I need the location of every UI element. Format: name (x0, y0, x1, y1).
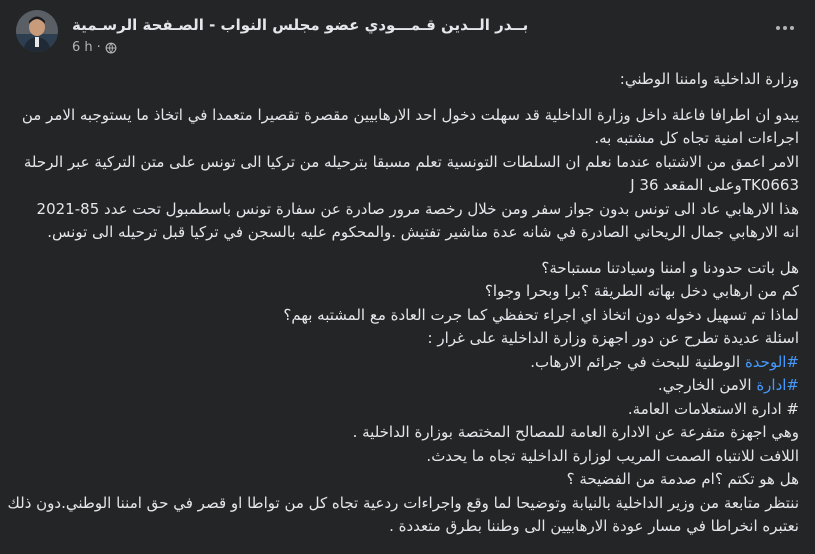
avatar[interactable] (16, 10, 58, 52)
hashtag-text: الامن الخارجي. (657, 376, 757, 394)
hashtag-link[interactable]: #الوحدة (744, 352, 799, 371)
text-line: اللافت للانتباه الصمت المريب لوزارة الداخلية تجاه ما يحدث. (426, 446, 799, 465)
text-line: نعتبره انخراطا في مسار عودة الارهابيين الى وطننا بطرق متعددة . (389, 517, 799, 535)
paragraph-gap (14, 245, 799, 257)
post-title: وزارة الداخلية وامننا الوطني: (619, 70, 799, 88)
text-line: # ادارة الاستعلامات العامة. (627, 399, 799, 418)
post-body (7, 68, 799, 539)
text-line: يبدو ان اطرافا فاعلة داخل وزارة الداخلية قد سهلت دخول احد الارهابيين مقصرة تقصيرا متعمدا في اتخاذ ما يستوجبه الامر من (21, 105, 799, 124)
hashtag-line (14, 374, 799, 398)
text-line: الامر اعمق من الاشتباه عندما نعلم ان السلطات التونسية تعلم مسبقا بترحيله من تركيا الى تونس على متن التركية عبر الرحلة (23, 152, 799, 171)
globe-icon[interactable] (105, 42, 117, 54)
post-header (16, 10, 799, 62)
text-line: هل هو تكتم ؟ام صدمة من الفضيحة ؟ (566, 470, 799, 488)
text-line: انه الارهابي جمال الريحاني الصادرة في شانه عدة مناشير تفتيش .والمحكوم عليه بالسجن في تركيا قبل ترحيله الى تونس. (47, 223, 799, 241)
text-line: وهي اجهزة متفرعة عن الادارة العامة للمصالح المختصة بوزارة الداخلية . (352, 423, 799, 441)
hashtag-line (14, 351, 799, 375)
hashtag-text: الوطنية للبحث في جرائم الارهاب. (530, 352, 745, 371)
post-time[interactable]: 6 h (72, 40, 93, 55)
text-line: TK0663وعلى المقعد 36 J (630, 176, 799, 194)
hashtag-link[interactable]: #ادارة (756, 376, 799, 394)
text-line: هذا الارهابي عاد الى تونس بدون جواز سفر ومن خلال رخصة مرور صادرة عن سفارة تونس باسطمبول تحت عدد 85-2021 (36, 199, 799, 218)
more-options-icon (775, 25, 795, 31)
meta-separator: · (96, 40, 101, 55)
question-line: لماذا تم تسهيل دخوله دون اتخاذ اي اجراء تحفظي كما جرت العادة مع المشتبه بهم؟ (283, 305, 799, 324)
post-meta (72, 40, 117, 55)
avatar-image (16, 10, 58, 52)
paragraph-gap (14, 92, 799, 104)
question-line: كم من ارهابي دخل بهاته الطريقة ؟برا وبحرا وجوا؟ (484, 282, 799, 300)
post-author[interactable]: بــدر الــدين قـمـــودي عضو مجلس النواب - الصـفحة الرسـمية (72, 16, 529, 34)
text-line: اسئلة عديدة تطرح عن دور اجهزة وزارة الداخلية على غرار : (427, 329, 799, 347)
question-line: هل باتت حدودنا و امننا وسيادتنا مستباحة؟ (541, 258, 799, 277)
text-line: اجراءات امنية تجاه كل مشتبه به. (594, 129, 799, 147)
more-options-button[interactable] (771, 18, 799, 38)
text-line: ننتظر متابعة من وزير الداخلية بالنيابة وتوضيحا لما وقع واجراءات ردعية تجاه كل من تواطا او قصر في حق امننا الوطني.دون ذلك (7, 493, 799, 512)
